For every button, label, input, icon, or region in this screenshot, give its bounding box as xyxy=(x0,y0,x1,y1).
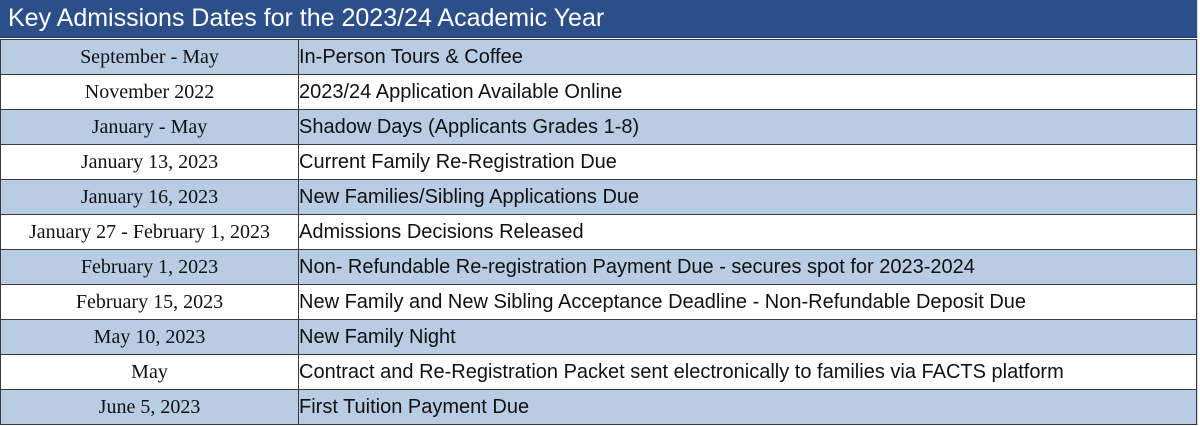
event-cell: New Family and New Sibling Acceptance Deadline - Non-Refundable Deposit Due xyxy=(299,285,1197,320)
date-cell: November 2022 xyxy=(1,75,299,110)
date-cell: February 15, 2023 xyxy=(1,285,299,320)
table-row xyxy=(1,145,1197,180)
table-row xyxy=(1,110,1197,145)
date-cell: January 27 - February 1, 2023 xyxy=(1,215,299,250)
table-row xyxy=(1,320,1197,355)
table-row xyxy=(1,180,1197,215)
column-divider xyxy=(1197,0,1198,426)
table-row xyxy=(1,285,1197,320)
date-cell: June 5, 2023 xyxy=(1,390,299,425)
date-cell: May xyxy=(1,355,299,390)
title-bar xyxy=(0,0,1197,38)
event-cell: Admissions Decisions Released xyxy=(299,215,1197,250)
event-cell: New Family Night xyxy=(299,320,1197,355)
table-row xyxy=(1,215,1197,250)
date-cell: May 10, 2023 xyxy=(1,320,299,355)
admissions-dates-table xyxy=(0,39,1197,425)
event-cell: 2023/24 Application Available Online xyxy=(299,75,1197,110)
page-title: Key Admissions Dates for the 2023/24 Academic Year xyxy=(8,4,605,32)
date-cell: January - May xyxy=(1,110,299,145)
table-row xyxy=(1,390,1197,425)
table-row xyxy=(1,75,1197,110)
table-row xyxy=(1,250,1197,285)
date-cell: January 16, 2023 xyxy=(1,180,299,215)
event-cell: Contract and Re-Registration Packet sent electronically to families via FACTS platform xyxy=(299,355,1197,390)
event-cell: First Tuition Payment Due xyxy=(299,390,1197,425)
event-cell: Current Family Re-Registration Due xyxy=(299,145,1197,180)
date-cell: February 1, 2023 xyxy=(1,250,299,285)
event-cell: Non- Refundable Re-registration Payment Due - secures spot for 2023-2024 xyxy=(299,250,1197,285)
event-cell: Shadow Days (Applicants Grades 1-8) xyxy=(299,110,1197,145)
event-cell: New Families/Sibling Applications Due xyxy=(299,180,1197,215)
table-row xyxy=(1,355,1197,390)
event-cell: In-Person Tours & Coffee xyxy=(299,40,1197,75)
date-cell: January 13, 2023 xyxy=(1,145,299,180)
date-cell: September - May xyxy=(1,40,299,75)
table-row xyxy=(1,40,1197,75)
